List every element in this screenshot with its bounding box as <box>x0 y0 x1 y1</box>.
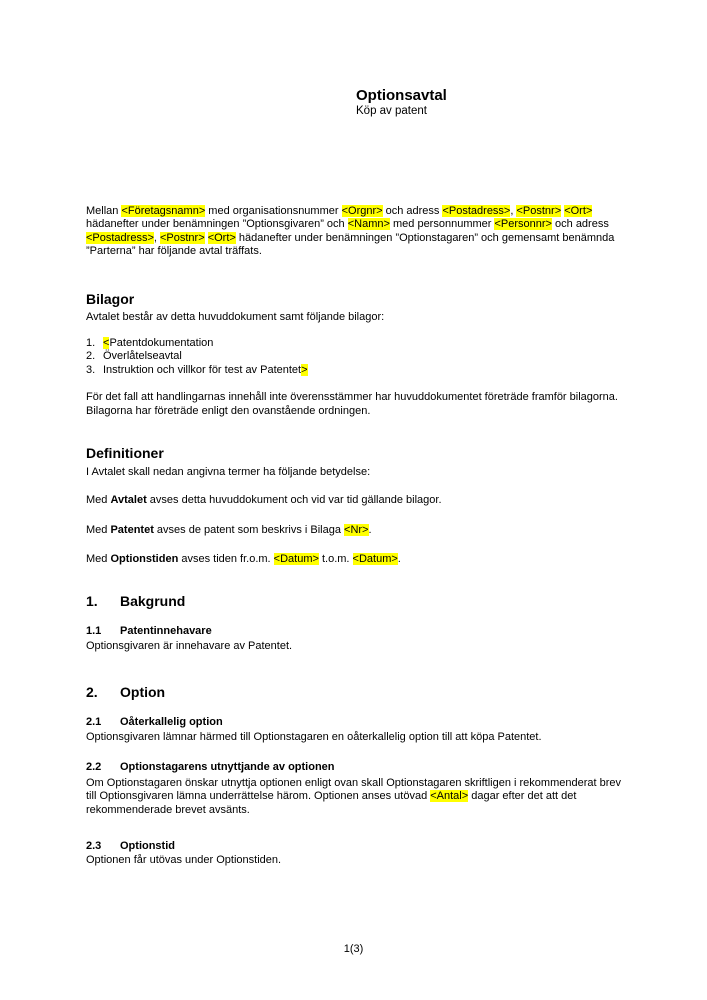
document-title: Optionsavtal <box>356 87 447 104</box>
intro-paragraph: Mellan <Företagsnamn> med organisationsnummer <Orgnr> och adress <Postadress>, <Postnr> <Ort> hädanefter under benämningen ”Optionsgivaren” och <Namn> med personnummer <Personnr> och adress <Postadress>, <Postnr> <Ort> hädanefter under benämningen ”Optionstagaren” och gemensamt benämnda ”Parterna” har följande avtal träffats. <box>86 205 615 258</box>
list-item-text: Instruktion och villkor för test av Patentet> <box>103 363 308 376</box>
list-item <box>86 337 623 350</box>
subsection-1-1-title: Patentinnehavare <box>120 624 212 637</box>
subsection-2-1-number: 2.1 <box>86 715 102 728</box>
list-item-number: 1. <box>86 337 96 350</box>
subsection-2-3-number: 2.3 <box>86 839 102 852</box>
subsection-2-2-title: Optionstagarens utnyttjande av optionen <box>120 761 335 774</box>
definition-patentet: Med Patentet avses de patent som beskrivs i Bilaga <Nr>. <box>86 523 372 536</box>
subsection-2-2-number: 2.2 <box>86 761 102 774</box>
section-2-title: Option <box>120 683 166 700</box>
list-item-text: <Patentdokumentation <box>103 337 214 350</box>
list-item <box>86 364 623 377</box>
document-content <box>86 0 623 868</box>
list-item <box>86 350 623 363</box>
subsection-2-1-title: Oåterkallelig option <box>120 715 223 728</box>
subsection-2-2-heading <box>86 761 623 774</box>
section-1-title: Bakgrund <box>120 592 186 609</box>
subsection-2-3-heading <box>86 840 623 853</box>
subsection-2-3-title: Optionstid <box>120 839 175 852</box>
subsection-2-1-heading <box>86 716 623 729</box>
subsection-2-2-body: Om Optionstagaren önskar utnyttja optionen enligt ovan skall Optionstagaren skriftligen i rekommenderat brev till Optionsgivaren lämna underrättelse härom. Optionen anses utövad <Antal> dagar efter det att det rekommenderade brevet avsänts. <box>86 776 622 816</box>
section-2-number: 2. <box>86 683 98 700</box>
definitioner-lead: I Avtalet skall nedan angivna termer ha följande betydelse: <box>86 466 371 479</box>
document-subtitle: Köp av patent <box>356 105 427 117</box>
heading-bilagor: Bilagor <box>86 290 135 307</box>
subsection-2-1-body: Optionsgivaren lämnar härmed till Optionstagaren en oåterkallelig option till att köpa Patentet. <box>86 730 542 743</box>
subsection-1-1-body: Optionsgivaren är innehavare av Patentet. <box>86 640 293 653</box>
subsection-1-1-heading <box>86 625 623 638</box>
heading-definitioner: Definitioner <box>86 445 164 462</box>
section-2-heading <box>86 684 623 700</box>
section-1-number: 1. <box>86 592 98 609</box>
definition-optionstiden: Med Optionstiden avses tiden fr.o.m. <Datum> t.o.m. <Datum>. <box>86 553 401 566</box>
list-item-number: 3. <box>86 363 96 376</box>
page-number: 1(3) <box>343 943 364 955</box>
list-item-number: 2. <box>86 350 96 363</box>
bilagor-list <box>86 337 623 377</box>
section-1-heading <box>86 593 623 609</box>
definition-avtalet: Med Avtalet avses detta huvuddokument och vid var tid gällande bilagor. <box>86 494 442 507</box>
bilagor-lead: Avtalet består av detta huvuddokument samt följande bilagor: <box>86 310 385 323</box>
subsection-1-1-number: 1.1 <box>86 624 102 637</box>
subsection-2-3-body: Optionen får utövas under Optionstiden. <box>86 854 282 867</box>
bilagor-precedence-paragraph: För det fall att handlingarnas innehåll inte överensstämmer har huvuddokumentet företräde framför bilagorna. Bilagorna har företräde enligt den ovanstående ordningen. <box>86 391 618 417</box>
list-item-text: Överlåtelseavtal <box>103 350 182 363</box>
